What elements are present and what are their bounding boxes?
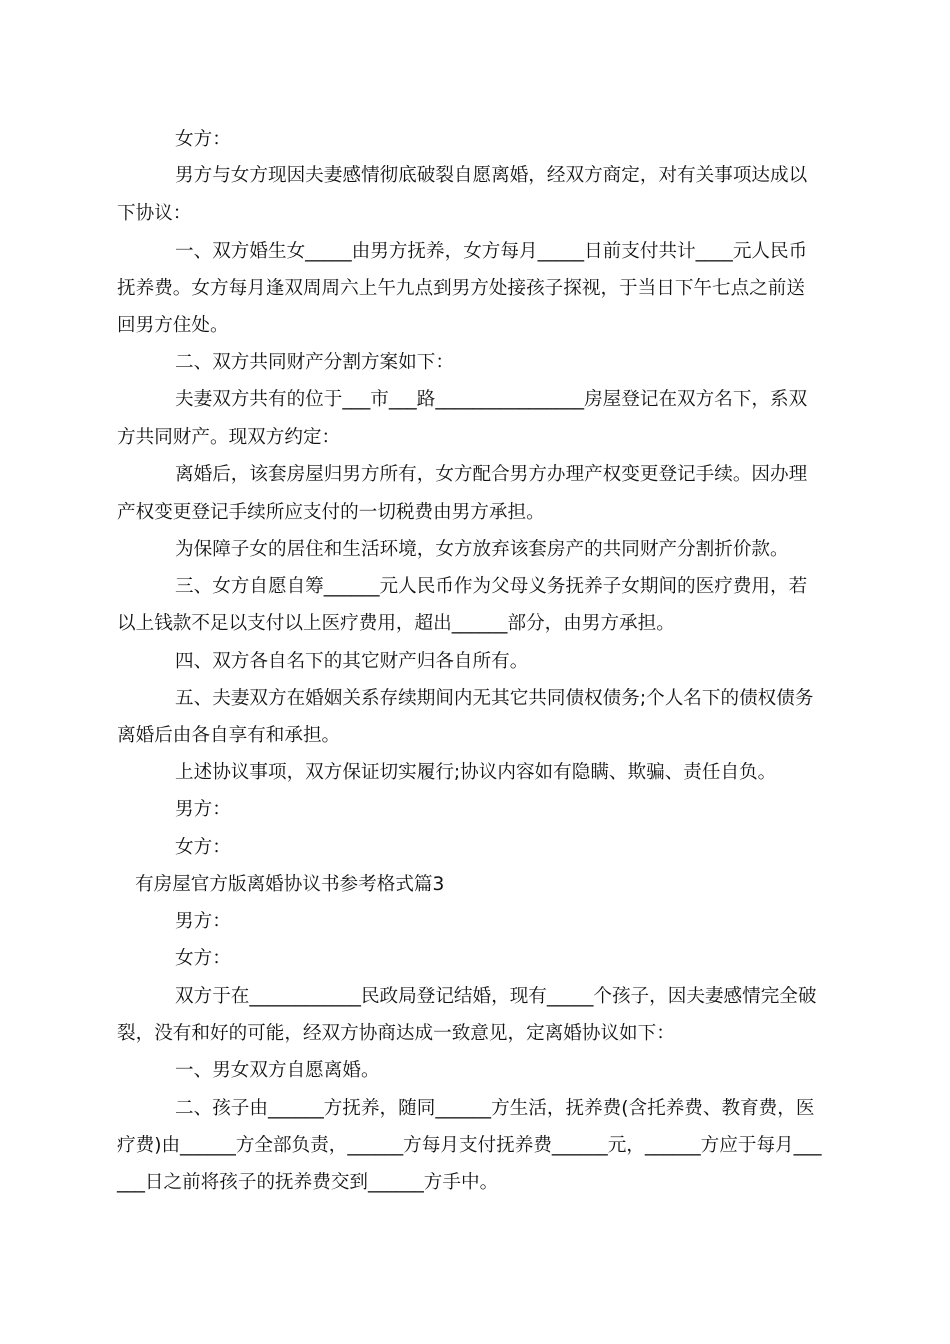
text-line: 以上钱款不足以支付以上医疗费用，超出______部分，由男方承担。 — [117, 613, 675, 634]
text-line: 为保障子女的居住和生活环境，女方放弃该套房产的共同财产分割折价款。 — [175, 539, 789, 560]
section-heading: 有房屋官方版离婚协议书参考格式篇3 — [135, 874, 445, 895]
text-line: 下协议： — [117, 203, 192, 224]
text-line: 二、孩子由______方抚养，随同______方生活，抚养费(含托养费、教育费，医 — [175, 1098, 815, 1119]
text-line: 女方： — [175, 837, 231, 858]
text-line: 抚养费。女方每月逢双周周六上午九点到男方处接孩子探视，于当日下午七点之前送 — [117, 278, 805, 299]
text-line: 裂，没有和好的可能，经双方协商达成一致意见，定离婚协议如下： — [117, 1023, 675, 1044]
text-line: 五、夫妻双方在婚姻关系存续期间内无其它共同债权债务;个人名下的债权债务 — [175, 688, 814, 709]
text-line: 回男方住处。 — [117, 315, 229, 336]
text-line: 疗费)由______方全部负责，______方每月支付抚养费______元，______方应于每月___ — [117, 1135, 822, 1156]
text-line: 女方： — [175, 948, 231, 969]
text-line: 一、男女双方自愿离婚。 — [175, 1060, 380, 1081]
text-line: 男方： — [175, 799, 231, 820]
text-line: 方共同财产。现双方约定： — [117, 427, 341, 448]
text-line: 女方： — [175, 129, 231, 150]
text-line: 夫妻双方共有的位于___市___路________________房屋登记在双方名下，系双 — [175, 389, 808, 410]
text-line: 上述协议事项，双方保证切实履行;协议内容如有隐瞒、欺骗、责任自负。 — [175, 762, 777, 783]
text-line: 离婚后由各自享有和承担。 — [117, 725, 341, 746]
text-line: 二、双方共同财产分割方案如下： — [175, 352, 454, 373]
text-line: 一、双方婚生女_____由男方抚养，女方每月_____日前支付共计____元人民币 — [175, 241, 808, 262]
text-line: 双方于在____________民政局登记结婚，现有_____个孩子，因夫妻感情完全破 — [175, 986, 817, 1007]
text-line: 产权变更登记手续所应支付的一切税费由男方承担。 — [117, 502, 545, 523]
text-line: 三、女方自愿自筹______元人民币作为父母义务抚养子女期间的医疗费用，若 — [175, 576, 808, 597]
text-line: 男方： — [175, 911, 231, 932]
text-line: ___日之前将孩子的抚养费交到______方手中。 — [117, 1172, 499, 1193]
text-line: 四、双方各自名下的其它财产归各自所有。 — [175, 651, 529, 672]
text-line: 离婚后，该套房屋归男方所有，女方配合男方办理产权变更登记手续。因办理 — [175, 464, 808, 485]
text-line: 男方与女方现因夫妻感情彻底破裂自愿离婚，经双方商定，对有关事项达成以 — [175, 165, 808, 186]
